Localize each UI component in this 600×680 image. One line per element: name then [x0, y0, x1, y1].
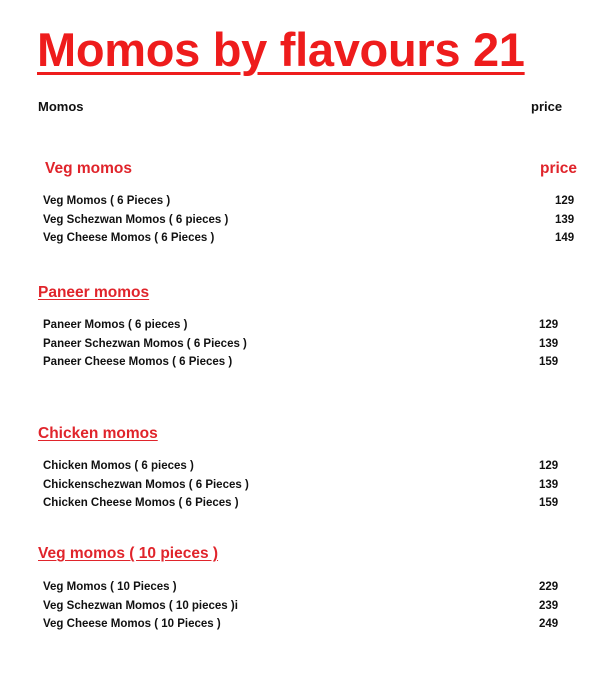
- item-name: Chicken Momos ( 6 pieces ): [43, 460, 194, 472]
- section-title: Veg momos: [45, 160, 132, 177]
- item-price: 129: [539, 460, 559, 472]
- menu-item: [43, 494, 559, 513]
- item-list: [43, 457, 559, 513]
- column-header-price: price: [531, 99, 563, 114]
- menu-item: [43, 335, 559, 354]
- item-name: Paneer Momos ( 6 pieces ): [43, 319, 188, 331]
- item-list: [43, 316, 559, 372]
- menu-item: [43, 597, 559, 616]
- item-name: Chicken Cheese Momos ( 6 Pieces ): [43, 497, 239, 509]
- item-name: Veg Cheese Momos ( 10 Pieces ): [43, 618, 221, 630]
- item-price: 229: [539, 581, 559, 593]
- menu-item: [43, 229, 575, 248]
- item-name: Paneer Cheese Momos ( 6 Pieces ): [43, 356, 233, 368]
- menu-item: [43, 316, 559, 335]
- item-price: 159: [539, 497, 559, 509]
- item-price: 129: [539, 319, 559, 331]
- section-title: Chicken momos: [38, 425, 158, 442]
- item-name: Veg Momos ( 10 Pieces ): [43, 581, 177, 593]
- item-price: 129: [555, 195, 575, 207]
- item-price: 139: [539, 337, 559, 350]
- item-price: 149: [555, 232, 575, 244]
- item-price: 139: [539, 478, 559, 491]
- menu-item: [43, 476, 559, 495]
- item-price: 139: [555, 213, 575, 226]
- item-price: 239: [539, 599, 559, 612]
- menu-item: [43, 615, 559, 634]
- menu-item: [43, 578, 559, 597]
- column-header-item: Momos: [38, 99, 84, 114]
- item-price: 159: [539, 356, 559, 368]
- item-name: Veg Cheese Momos ( 6 Pieces ): [43, 232, 215, 244]
- item-list: [43, 192, 575, 248]
- item-name: Veg Schezwan Momos ( 10 pieces )i: [43, 599, 238, 612]
- item-name: Veg Schezwan Momos ( 6 pieces ): [43, 213, 229, 226]
- menu-title: Momos by flavours 21: [37, 23, 525, 76]
- item-name: Paneer Schezwan Momos ( 6 Pieces ): [43, 337, 247, 350]
- section-title: Veg momos ( 10 pieces ): [38, 545, 219, 562]
- item-name: Chickenschezwan Momos ( 6 Pieces ): [43, 478, 249, 491]
- section-title: Paneer momos: [38, 284, 150, 301]
- section-price-label: price: [540, 160, 578, 177]
- menu-item: [43, 192, 575, 211]
- menu-item: [43, 353, 559, 372]
- item-name: Veg Momos ( 6 Pieces ): [43, 195, 171, 207]
- item-price: 249: [539, 618, 559, 630]
- menu-item: [43, 457, 559, 476]
- item-list: [43, 578, 559, 634]
- menu-item: [43, 211, 575, 230]
